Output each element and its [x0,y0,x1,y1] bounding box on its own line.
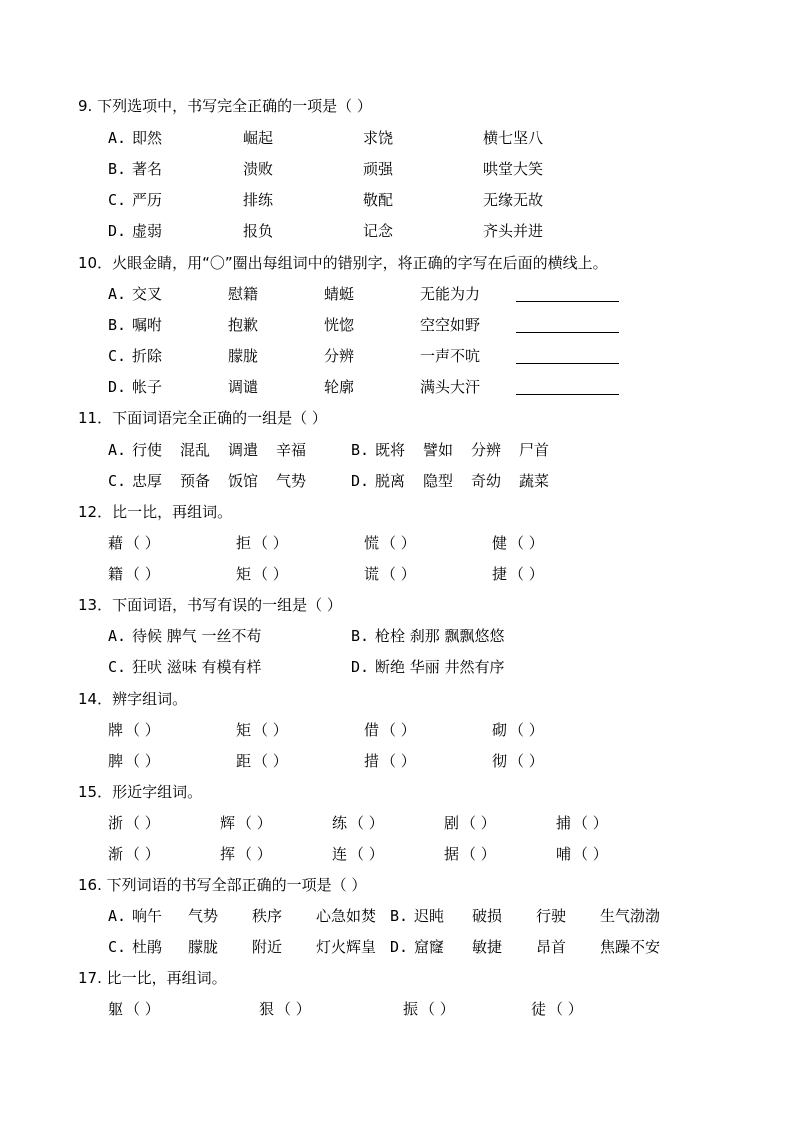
q13-opt-letter: A. [108,627,127,645]
q9-opt-d-word: 齐头并进 [483,222,544,240]
q16-word: 附近 [252,938,283,956]
answer-paren[interactable]: （ ） [253,565,288,583]
q15-char: 辉 [220,814,236,832]
q17-char: 振 [403,1000,419,1018]
q11-opt-letter: C. [108,472,127,490]
q13-opt-letter: C. [108,658,127,676]
q16-word: 杜鹃 [132,938,163,956]
q10-opt-b-word: 空空如野 [420,316,481,334]
q9-opt-b-word: 溃败 [243,160,274,178]
q12-char: 藉 [108,534,124,552]
q14-char: 脾 [108,752,124,770]
q11-word: 预备 [180,472,211,490]
q15-char: 剧 [444,814,460,832]
q9-opt-a-word: 即然 [132,129,163,147]
q11-word: 尸首 [519,441,550,459]
q9-opt-d-letter: D. [108,222,127,240]
answer-paren[interactable]: （ ） [509,534,544,552]
q15-stem: 15．形近字组词。 [78,783,203,801]
q11-word: 脱离 [375,472,406,490]
q10-opt-d-letter: D. [108,378,127,396]
q9-opt-c-letter: C. [108,191,127,209]
q10-opt-a-letter: A. [108,285,127,303]
q14-stem: 14．辨字组词。 [78,690,188,708]
q11-stem: 11．下面词语完全正确的一组是（ ） [78,409,327,427]
q9-opt-c-word: 敬配 [363,191,394,209]
answer-paren[interactable]: （ ） [237,845,272,863]
q12-char: 拒 [236,534,252,552]
q16-word: 秩序 [252,907,283,925]
answer-paren[interactable]: （ ） [349,845,384,863]
q11-word: 蔬菜 [519,472,550,490]
q16-word: 生气渤渤 [600,907,661,925]
q13-stem: 13．下面词语，书写有误的一组是（ ） [78,596,342,614]
q10-answer-line-a[interactable] [516,301,619,302]
q11-word: 调遣 [228,441,259,459]
q15-char: 哺 [556,845,572,863]
q16-word: 敏捷 [472,938,503,956]
q12-stem: 12．比一比，再组词。 [78,503,233,521]
answer-paren[interactable]: （ ） [253,752,288,770]
q10-opt-a-word: 无能为力 [420,285,481,303]
q12-char: 慌 [364,534,380,552]
q13-opt-text: 待候 脾气 一丝不苟 [132,627,262,645]
q11-word: 忠厚 [132,472,163,490]
q11-opt-letter: A. [108,441,127,459]
q10-answer-line-c[interactable] [516,363,619,364]
q16-word: 迟盹 [414,907,445,925]
q10-opt-c-word: 分辨 [324,347,355,365]
q10-opt-b-word: 恍惚 [324,316,355,334]
q10-stem: 10．火眼金睛，用“〇”圈出每组词中的错别字，将正确的字写在后面的横线上。 [78,254,608,272]
q10-opt-d-word: 满头大汗 [420,378,481,396]
q17-char: 狠 [259,1000,275,1018]
q9-opt-b-letter: B. [108,160,127,178]
q16-word: 朦胧 [188,938,219,956]
answer-paren[interactable]: （ ） [548,1000,583,1018]
q17-char: 徒 [531,1000,547,1018]
q10-opt-c-word: 一声不吭 [420,347,481,365]
q9-opt-d-word: 虚弱 [132,222,163,240]
answer-paren[interactable]: （ ） [509,565,544,583]
q14-char: 借 [364,721,380,739]
answer-paren[interactable]: （ ） [253,534,288,552]
q9-opt-d-word: 记念 [363,222,394,240]
answer-paren[interactable]: （ ） [509,721,544,739]
answer-paren[interactable]: （ ） [125,1000,160,1018]
q12-char: 谎 [364,565,380,583]
q11-word: 行使 [132,441,163,459]
answer-paren[interactable]: （ ） [349,814,384,832]
q16-word: 灯火辉皇 [316,938,377,956]
q16-opt-letter: C. [108,938,127,956]
q16-word: 气势 [188,907,219,925]
answer-paren[interactable]: （ ） [381,752,416,770]
q12-char: 籍 [108,565,124,583]
q16-word: 焦躁不安 [600,938,661,956]
q10-opt-a-word: 慰籍 [228,285,259,303]
q17-char: 躯 [108,1000,124,1018]
q10-answer-line-b[interactable] [516,332,619,333]
q16-stem: 16. 下列词语的书写全部正确的一项是（ ） [78,876,367,894]
q10-opt-b-letter: B. [108,316,127,334]
q17-stem: 17. 比一比，再组词。 [78,969,227,987]
q9-opt-a-word: 崛起 [243,129,274,147]
answer-paren[interactable]: （ ） [461,814,496,832]
answer-paren[interactable]: （ ） [125,721,160,739]
q14-char: 距 [236,752,252,770]
answer-paren[interactable]: （ ） [125,534,160,552]
q15-char: 挥 [220,845,236,863]
q13-opt-letter: D. [351,658,370,676]
q10-opt-b-word: 抱歉 [228,316,259,334]
q16-opt-letter: A. [108,907,127,925]
q12-char: 矩 [236,565,252,583]
q15-char: 练 [332,814,348,832]
q13-opt-letter: B. [351,627,370,645]
q15-char: 据 [444,845,460,863]
q13-opt-text: 狂吠 滋味 有模有样 [132,658,262,676]
q10-opt-c-letter: C. [108,347,127,365]
q11-word: 辛福 [276,441,307,459]
q12-char: 健 [492,534,508,552]
q9-opt-b-word: 著名 [132,160,163,178]
answer-paren[interactable]: （ ） [573,845,608,863]
answer-paren[interactable]: （ ） [509,752,544,770]
q14-char: 矩 [236,721,252,739]
q10-opt-b-word: 嘱咐 [132,316,163,334]
answer-paren[interactable]: （ ） [253,721,288,739]
q9-opt-a-letter: A. [108,129,127,147]
q11-word: 隐型 [423,472,454,490]
q16-word: 响午 [132,907,163,925]
q11-opt-letter: B. [351,441,370,459]
q13-opt-text: 枪栓 刹那 飘飘悠悠 [375,627,505,645]
q10-opt-d-word: 调谴 [228,378,259,396]
answer-paren[interactable]: （ ） [125,814,160,832]
q16-opt-letter: B. [390,907,409,925]
q14-char: 牌 [108,721,124,739]
answer-paren[interactable]: （ ） [381,721,416,739]
q15-char: 渐 [108,845,124,863]
q10-opt-d-word: 轮廓 [324,378,355,396]
q9-opt-a-word: 求饶 [363,129,394,147]
answer-paren[interactable]: （ ） [125,565,160,583]
q9-opt-c-word: 排练 [243,191,274,209]
q9-stem: 9. 下列选项中，书写完全正确的一项是（ ） [78,97,372,115]
q15-char: 连 [332,845,348,863]
q16-word: 破损 [472,907,503,925]
q16-word: 行驶 [536,907,567,925]
answer-paren[interactable]: （ ） [237,814,272,832]
answer-paren[interactable]: （ ） [461,845,496,863]
q14-char: 措 [364,752,380,770]
q10-opt-c-word: 朦胧 [228,347,259,365]
q9-opt-b-word: 顽强 [363,160,394,178]
q10-opt-c-word: 折除 [132,347,163,365]
q11-word: 混乱 [180,441,211,459]
answer-paren[interactable]: （ ） [125,845,160,863]
q13-opt-text: 断绝 华丽 井然有序 [375,658,505,676]
q11-word: 譬如 [423,441,454,459]
q15-char: 捕 [556,814,572,832]
q11-word: 分辨 [471,441,502,459]
q16-word: 昂首 [536,938,567,956]
q15-char: 浙 [108,814,124,832]
q10-answer-line-d[interactable] [516,394,619,395]
q9-opt-b-word: 哄堂大笑 [483,160,544,178]
q9-opt-d-word: 报负 [243,222,274,240]
q10-opt-a-word: 蜻蜓 [324,285,355,303]
q9-opt-a-word: 横七坚八 [483,129,544,147]
answer-paren[interactable]: （ ） [125,752,160,770]
q11-word: 饭馆 [228,472,259,490]
answer-paren[interactable]: （ ） [420,1000,455,1018]
answer-paren[interactable]: （ ） [381,534,416,552]
q12-char: 捷 [492,565,508,583]
q11-opt-letter: D. [351,472,370,490]
q16-word: 窟窿 [414,938,445,956]
q16-word: 心急如焚 [316,907,377,925]
q9-opt-c-word: 严历 [132,191,163,209]
q14-char: 彻 [492,752,508,770]
q10-opt-d-word: 帐子 [132,378,163,396]
q10-opt-a-word: 交叉 [132,285,163,303]
answer-paren[interactable]: （ ） [573,814,608,832]
answer-paren[interactable]: （ ） [381,565,416,583]
q14-char: 砌 [492,721,508,739]
q11-word: 奇幼 [471,472,502,490]
q16-opt-letter: D. [390,938,409,956]
q11-word: 气势 [276,472,307,490]
q11-word: 既将 [375,441,406,459]
q9-opt-c-word: 无缘无故 [483,191,544,209]
answer-paren[interactable]: （ ） [276,1000,311,1018]
